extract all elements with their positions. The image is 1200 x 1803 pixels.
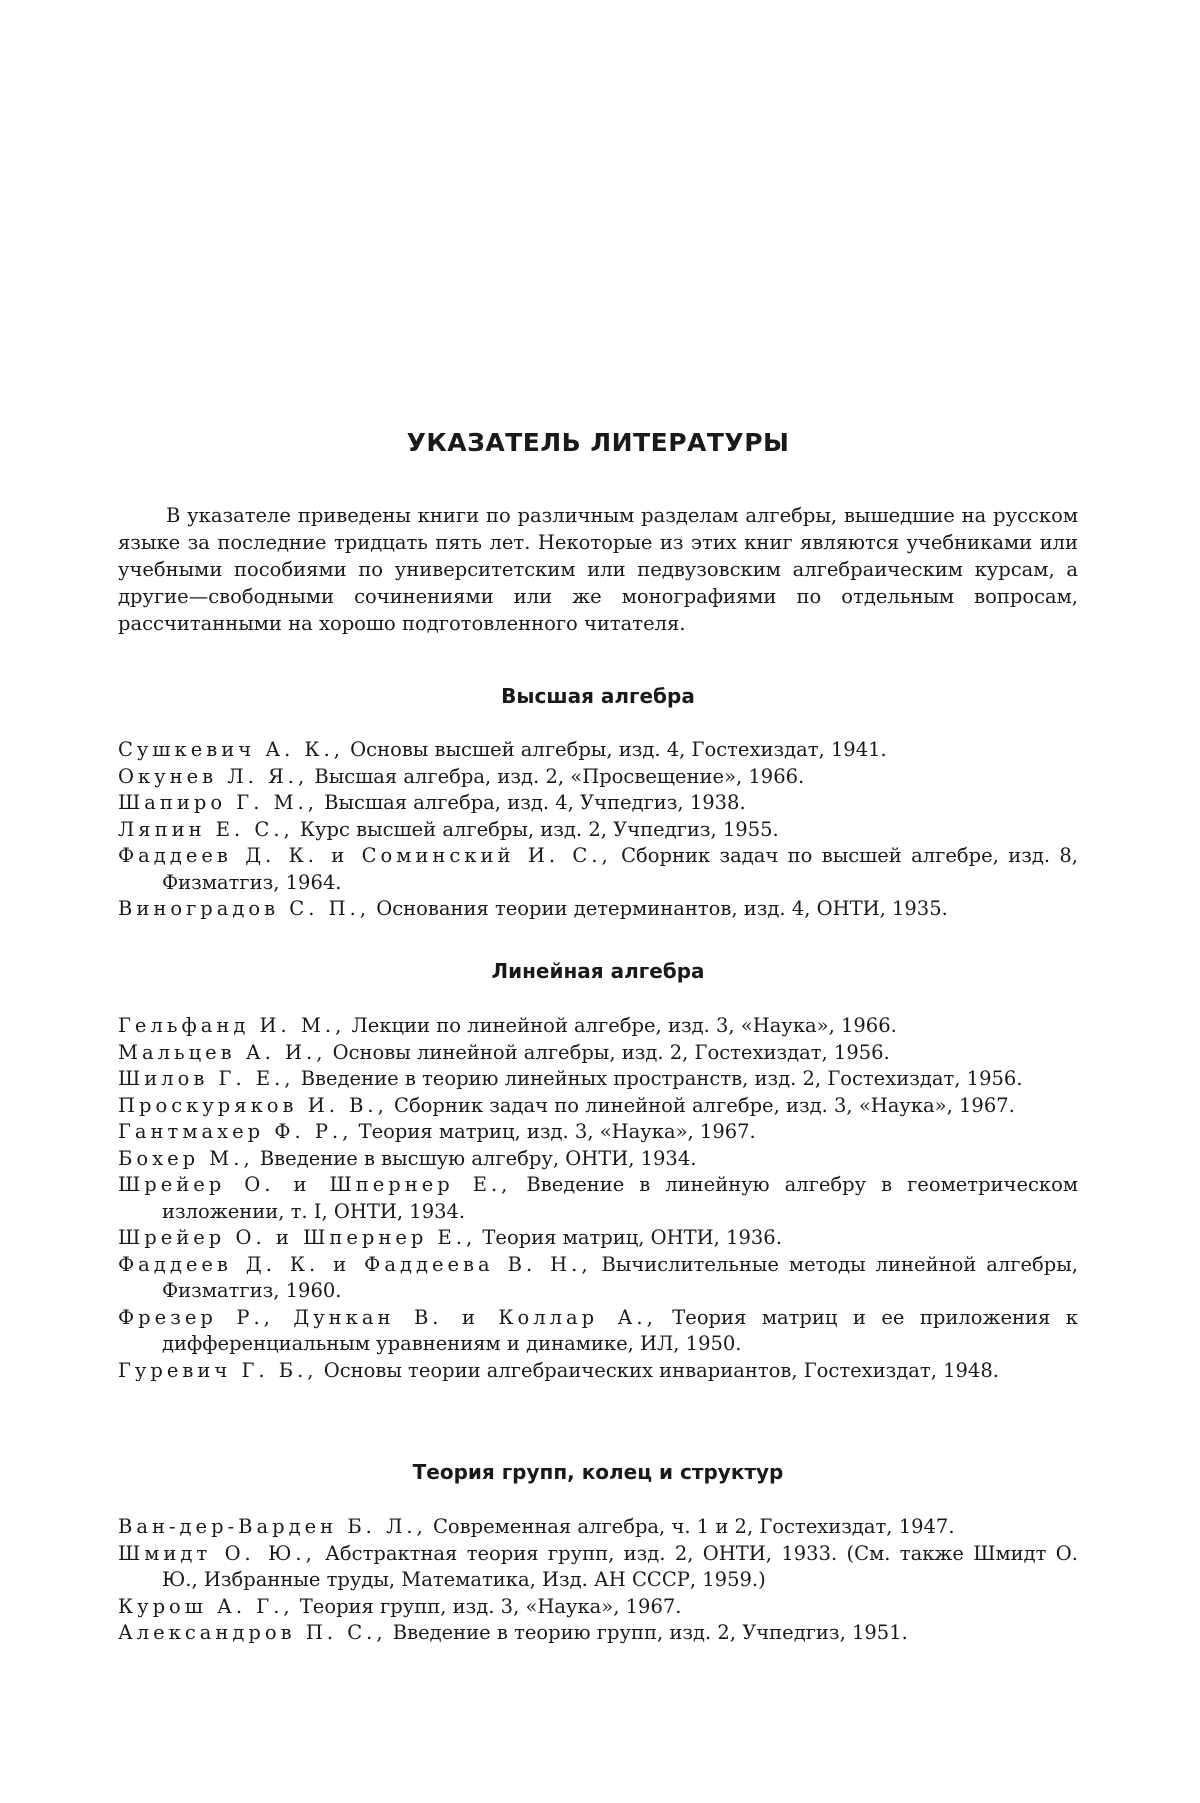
reference-details: Курс высшей алгебры, изд. 2, Учпедгиз, 1955. — [293, 817, 779, 841]
reference-details: Теория групп, изд. 3, «Наука», 1967. — [293, 1594, 682, 1618]
reference-details: Абстрактная теория групп, изд. 2, ОНТИ, 1933. (См. также Шмидт О. Ю., Избранные труды, Математика, Изд. АН СССР, 1959.) — [162, 1541, 1078, 1591]
reference-author: Шрейер О. и Шпернер Е., — [118, 1173, 512, 1196]
reference-entry — [118, 1013, 1078, 1040]
reference-details: Теория матриц, изд. 3, «Наука», 1967. — [352, 1120, 756, 1143]
page-title: УКАЗАТЕЛЬ ЛИТЕРАТУРЫ — [406, 428, 790, 457]
reference-details: Основы высшей алгебры, изд. 4, Гостехиздат, 1941. — [343, 738, 887, 761]
reference-author: Гельфанд И. М., — [118, 1014, 346, 1037]
reference-entry — [118, 1146, 1078, 1173]
reference-list-linear-algebra — [118, 1013, 1078, 1384]
reference-details: Современная алгебра, ч. 1 и 2, Гостехиздат, 1947. — [426, 1515, 955, 1538]
reference-author: Фаддеев Д. К. и Соминский И. С., — [118, 844, 612, 867]
reference-author: Шилов Г. Е., — [118, 1067, 295, 1090]
reference-author: Мальцев А. И., — [118, 1040, 327, 1064]
reference-entry — [118, 1514, 1078, 1541]
reference-list-groups-rings-structures — [118, 1514, 1078, 1647]
reference-details: Сборник задач по линейной алгебре, изд. 3, «Наука», 1967. — [387, 1093, 1015, 1117]
reference-entry — [118, 737, 1078, 764]
reference-author: Проскуряков И. В., — [118, 1093, 388, 1117]
reference-author: Шапиро Г. М., — [118, 791, 318, 814]
reference-author: Виноградов С. П., — [118, 897, 371, 920]
reference-details: Теория матриц и ее приложения к дифференциальным уравнениям и динамике, ИЛ, 1950. — [162, 1305, 1078, 1355]
reference-details: Лекции по линейной алгебре, изд. 3, «Наука», 1966. — [345, 1014, 897, 1037]
reference-entry — [118, 1358, 1078, 1385]
reference-details: Основы теории алгебраических инвариантов, Гостехиздат, 1948. — [317, 1358, 999, 1382]
reference-entry — [118, 1172, 1078, 1225]
reference-entry — [118, 896, 1078, 923]
reference-author: Шрейер О. и Шпернер Е., — [118, 1226, 477, 1249]
reference-details: Основания теории детерминантов, изд. 4, ОНТИ, 1935. — [370, 897, 948, 920]
reference-entry — [118, 843, 1078, 896]
reference-details: Вычислительные методы линейной алгебры, Физматгиз, 1960. — [162, 1252, 1078, 1302]
reference-details: Высшая алгебра, изд. 2, «Просвещение», 1966. — [308, 764, 805, 788]
reference-author: Курош А. Г., — [118, 1594, 294, 1618]
reference-details: Введение в высшую алгебру, ОНТИ, 1934. — [253, 1146, 697, 1170]
reference-entry — [118, 1093, 1078, 1120]
reference-entry — [118, 1119, 1078, 1146]
reference-author: Фрезер Р., Дункан В. и Коллар А., — [118, 1305, 657, 1329]
reference-author: Фаддеев Д. К. и Фаддеева В. Н., — [118, 1252, 592, 1276]
reference-author: Гуревич Г. Б., — [118, 1358, 318, 1382]
reference-details: Введение в теорию групп, изд. 2, Учпедгиз, 1951. — [386, 1621, 908, 1644]
reference-entry — [118, 790, 1078, 817]
reference-entry — [118, 1541, 1078, 1594]
reference-entry — [118, 1620, 1078, 1647]
reference-details: Сборник задач по высшей алгебре, изд. 8, Физматгиз, 1964. — [162, 844, 1079, 894]
reference-entry — [118, 1040, 1078, 1067]
section-title-linear-algebra: Линейная алгебра — [491, 959, 705, 983]
reference-author: Ляпин Е. С., — [118, 817, 294, 841]
reference-details: Введение в теорию линейных пространств, изд. 2, Гостехиздат, 1956. — [294, 1067, 1023, 1090]
reference-details: Основы линейной алгебры, изд. 2, Гостехиздат, 1956. — [326, 1040, 890, 1064]
reference-author: Ван-дер-Варден Б. Л., — [118, 1515, 427, 1538]
section-title-groups-rings-structures: Теория групп, колец и структур — [412, 1460, 784, 1484]
reference-entry — [118, 1252, 1078, 1305]
reference-details: Высшая алгебра, изд. 4, Учпедгиз, 1938. — [317, 791, 746, 814]
reference-author: Сушкевич А. К., — [118, 738, 344, 761]
reference-author: Окунев Л. Я., — [118, 764, 309, 788]
reference-entry — [118, 817, 1078, 844]
reference-details: Введение в линейную алгебру в геометрическом изложении, т. I, ОНТИ, 1934. — [162, 1173, 1078, 1223]
reference-author: Бохер М., — [118, 1146, 254, 1170]
reference-author: Александров П. С., — [118, 1621, 387, 1644]
reference-author: Шмидт О. Ю., — [118, 1541, 316, 1565]
reference-entry — [118, 1305, 1078, 1358]
reference-entry — [118, 1594, 1078, 1621]
section-title-higher-algebra: Высшая алгебра — [501, 684, 695, 708]
reference-entry — [118, 1225, 1078, 1252]
reference-entry — [118, 1066, 1078, 1093]
reference-entry — [118, 764, 1078, 791]
reference-list-higher-algebra — [118, 737, 1078, 923]
reference-details: Теория матриц, ОНТИ, 1936. — [476, 1226, 782, 1249]
reference-author: Гантмахер Ф. Р., — [118, 1120, 353, 1143]
intro-paragraph: В указателе приведены книги по различным разделам алгебры, вышедшие на русском языке за последние тридцать пять лет. Некоторые из этих книг являются учебниками или учебными пособиями по университетским или педвузовским алгебраическим курсам, а другие—свободными сочинениями или же монографиями по отдельным вопросам, рассчитанными на хорошо подготовленного читателя. — [118, 504, 1078, 635]
